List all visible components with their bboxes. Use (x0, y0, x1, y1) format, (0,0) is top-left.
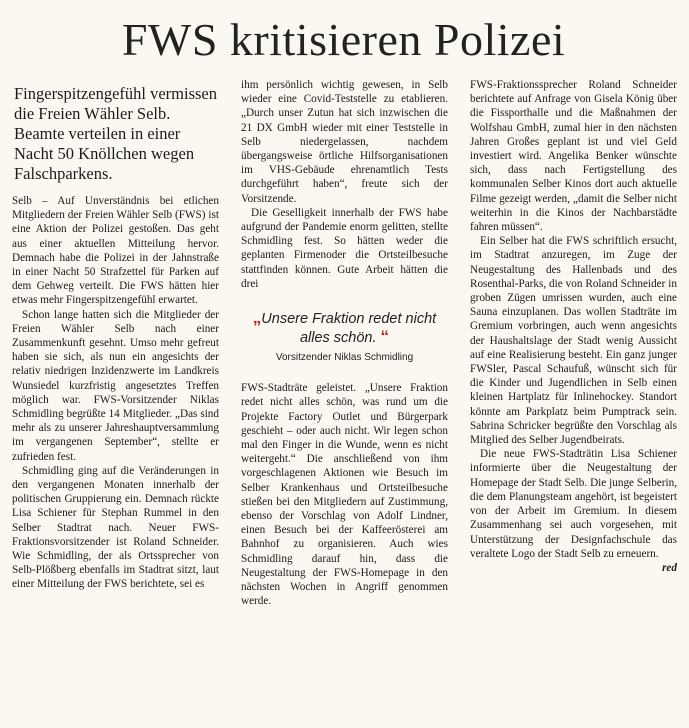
body-paragraph: ihm persönlich wichtig gewesen, in Selb wieder eine Covid-Teststelle zu etablieren. „Durch unser Zutun hat sich inzwischen die 21 DX GmbH wieder mit einer Teststelle in Selb niedergelassen, nachdem übergangsweise örtliche Hilfsorganisationen im VHS-Gebäude ehrenamtlich Tests durchgeführt haben“, freute sich der Vorsitzende. (241, 79, 448, 205)
pull-quote (241, 309, 448, 365)
quote-attribution: Vorsitzender Niklas Schmidling (275, 352, 414, 364)
lead-paragraph: Fingerspitzengefühl vermissen die Freien Wähler Selb. Beamte verteilen in einer Nacht 50 Knöllchen wegen Falschparkens. (14, 84, 217, 183)
body-paragraph: Die Geselligkeit innerhalb der FWS habe aufgrund der Pandemie enorm gelitten, stellte Schmidling fest. So hätten weder die geplanten Firmenoder die Ortsteilbesuche stattfinden können. Gute Arbeit hätten die drei (241, 206, 448, 290)
column-2 (241, 78, 448, 609)
body-paragraph: Schon lange hatten sich die Mitglieder der Freien Wähler Selb nach einer Zusammenkunft gesehnt. Umso mehr gefreut haben sie sich, als nun ein angesichts der relativ niedrigen Inzidenzwerte im Landkreis Wunsiedel kurzfristig angesetztes Treffen möglich war. FWS-Vorsitzender Niklas Schmidling begrüßte 14 Mitglieder. „Das sind mehr als zu unserer Jahreshauptversammlung im vergangenen September“, stellte er zufrieden fest. (12, 308, 219, 463)
quote-open-mark: „ (252, 308, 262, 328)
body-paragraph: FWS-Stadträte geleistet. „Unsere Fraktion redet nicht alles schön, was rund um die Projekte Factory Outlet und Bürgerpark geschieht – oder auch nicht. Wir legen schon mal den Finger in die Wunde, wenn es nicht weitergeht.“ Die anschließend von ihm vorgeschlagenen Aktionen wie Besuch im Selber Krankenhaus und Ortsteilbesuche stießen bei den Mitgliedern auf Zustimmung, ebenso der Vorschlag von Adolf Lindner, einen Besuch bei der Kaffeerösterei am Bahnhof zu organisieren. Auch wies Schmidling darauf hin, dass die Neugestaltung der FWS-Homepage in den nächsten Wochen in Angriff genommen werde. (241, 382, 448, 608)
quote-text: Unsere Fraktion redet nicht alles schön. (261, 311, 437, 347)
body-paragraph: FWS-Fraktionssprecher Roland Schneider berichtete auf Anfrage von Gisela König über die Fissporthalle und die Maßnahmen der Wolfshau GmbH, zumal hier in den nächsten Jahren Großes geplant ist und viel Geld investiert wird. Angelika Benker wünschte sich, dass nach Fertigstellung des kommunalen Selber Kinos dort auch aktuelle Filme gezeigt werden, „damit die Selber nicht weiterhin in die Kinos der Nachbarstädte fahren müssen“. (470, 79, 677, 234)
column-1 (12, 78, 219, 592)
author-signature: red (662, 561, 677, 574)
body-paragraph: Die neue FWS-Stadträtin Lisa Schiener informierte über die Neugestaltung der Homepage der Stadt Selb. Die junge Selberin, die dem Planungsteam angehört, ist begeistert von der Arbeit im Gremium. In diesem Zusammenhang sei auch vorgesehen, mit Unterstützung der Designfachschule das veraltete Logo der Stadt Selb zu erneuern. red (470, 448, 677, 574)
quote-close-mark: “ (380, 327, 390, 347)
column-3 (470, 78, 677, 575)
body-paragraph: Selb – Auf Unverständnis bei etlichen Mitgliedern der Freien Wähler Selb (FWS) ist eine Aktion der Polizei gestoßen. Das geht aus einer aktuellen Mitteilung hervor. Demnach habe die Polizei in der Jahnstraße in einer Nacht 50 Strafzettel für Parken auf dem Gehweg verteilt. Die FWS hätten hier etwas mehr Fingerspitzengefühl erwartet. (12, 195, 219, 307)
article-columns (12, 78, 677, 724)
body-paragraph: Ein Selber hat die FWS schriftlich ersucht, im Stadtrat anzuregen, im Zuge der Neugestaltung des Hallenbads und des Rosenthal-Parks, die von Roland Schneider in groben Zügen umrissen wurden, auch eine Sauna einzuplanen. Das wollen Stadträte im Gremium vorbringen, auch wenn angesichts der Haushaltslage der Stadt wenig Aussicht auf eine Realisierung besteht. Ein ganz junger FWSler, Pascal Schaufuß, wünscht sich für die Kinder und Jugendlichen in Selb einen kleinen Hartplatz für Inlinehockey. Standort könnte am Parkplatz beim Pumptrack sein. Sabrina Schricker begrüßte den Vorschlag als Mitglied des Selber Jugendbeirats. (470, 235, 677, 447)
headline: FWS kritisieren Polizei (121, 14, 566, 65)
body-paragraph: Schmidling ging auf die Veränderungen in den vergangenen Monaten innerhalb der politischen Gruppierung ein. Demnach rückte Lisa Schiener für Stephan Rummel in den Selber Stadtrat nach. Neuer FWS-Fraktionsvorsitzender ist Roland Schneider. Wie Schmidling, der als Ortssprecher von Selb-Plößberg ebenfalls im Stadtrat sitzt, laut einer Mitteilung der FWS berichtete, sei es (12, 464, 219, 591)
